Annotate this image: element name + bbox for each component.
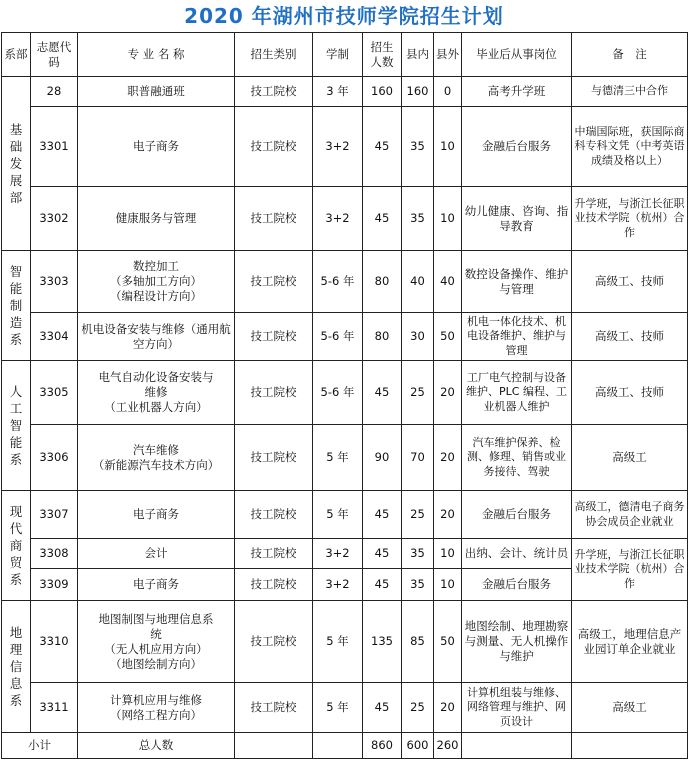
enroll-cell: 90 bbox=[363, 425, 402, 491]
dept-cell: 现代商贸系 bbox=[2, 491, 31, 601]
county-out-cell: 10 bbox=[434, 569, 462, 601]
county-out-cell: 50 bbox=[434, 313, 462, 361]
category-cell: 技工院校 bbox=[235, 313, 313, 361]
duration-cell: 5 年 bbox=[313, 425, 363, 491]
major-cell bbox=[78, 601, 235, 683]
header-code: 志愿代码 bbox=[31, 33, 78, 77]
major-line: （地图绘制方向） bbox=[110, 656, 202, 671]
note-cell: 高级工、技师 bbox=[572, 361, 688, 425]
job-cell: 汽车维护保养、检测、修理、销售或业务接待、驾驶 bbox=[462, 425, 572, 491]
major-cell: 会计 bbox=[78, 539, 235, 569]
county-in-cell: 40 bbox=[402, 251, 434, 313]
job-cell: 金融后台服务 bbox=[462, 491, 572, 539]
duration-cell: 5-6 年 bbox=[313, 313, 363, 361]
total-duration-empty bbox=[313, 733, 363, 759]
note-cell: 与德清三中合作 bbox=[572, 77, 688, 107]
table-row bbox=[2, 77, 688, 107]
county-in-cell: 25 bbox=[402, 491, 434, 539]
total-category-empty bbox=[235, 733, 313, 759]
dept-cell: 地理信息系 bbox=[2, 601, 31, 733]
job-cell: 数控设备操作、维护与管理 bbox=[462, 251, 572, 313]
category-cell: 技工院校 bbox=[235, 251, 313, 313]
county-in-cell: 35 bbox=[402, 187, 434, 251]
major-line: 维修 bbox=[144, 385, 168, 399]
duration-cell: 5-6 年 bbox=[313, 361, 363, 425]
enroll-cell: 45 bbox=[363, 683, 402, 733]
duration-cell: 5 年 bbox=[313, 683, 363, 733]
dept-cell: 基础发展部 bbox=[2, 77, 31, 251]
category-cell: 技工院校 bbox=[235, 569, 313, 601]
table-row bbox=[2, 425, 688, 491]
job-cell: 金融后台服务 bbox=[462, 107, 572, 187]
major-line: 汽车维修 bbox=[133, 442, 179, 457]
county-in-cell: 25 bbox=[402, 361, 434, 425]
table-row bbox=[2, 107, 688, 187]
total-row bbox=[2, 733, 688, 759]
total-note-empty bbox=[572, 733, 688, 759]
job-cell: 金融后台服务 bbox=[462, 569, 572, 601]
table-row bbox=[2, 361, 688, 425]
category-cell: 技工院校 bbox=[235, 491, 313, 539]
county-in-cell: 70 bbox=[402, 425, 434, 491]
major-line: 地图制图与地理信息系 bbox=[98, 611, 214, 626]
header-job: 毕业后从事岗位 bbox=[462, 33, 572, 77]
major-cell: 电子商务 bbox=[78, 491, 235, 539]
table-header-row bbox=[2, 33, 688, 77]
code-cell: 3306 bbox=[31, 425, 78, 491]
header-county-out: 县外 bbox=[434, 33, 462, 77]
major-cell: 职普融通班 bbox=[78, 77, 235, 107]
note-cell: 升学班，与浙江长征职业技术学院（杭州）合作 bbox=[572, 187, 688, 251]
county-out-cell: 40 bbox=[434, 251, 462, 313]
code-cell: 3308 bbox=[31, 539, 78, 569]
duration-cell: 5 年 bbox=[313, 601, 363, 683]
enroll-cell: 80 bbox=[363, 313, 402, 361]
county-in-cell: 35 bbox=[402, 107, 434, 187]
table-row bbox=[2, 601, 688, 683]
code-cell: 3305 bbox=[31, 361, 78, 425]
note-cell: 中瑞国际班，获国际商科专科文凭（中考英语成绩及格以上） bbox=[572, 107, 688, 187]
category-cell: 技工院校 bbox=[235, 77, 313, 107]
code-cell: 3309 bbox=[31, 569, 78, 601]
duration-cell: 5-6 年 bbox=[313, 251, 363, 313]
major-line: （网络工程方向） bbox=[110, 707, 202, 722]
job-cell: 计算机组装与维修、网络管理与维护、网页设计 bbox=[462, 683, 572, 733]
major-line: （编程设计方向） bbox=[110, 289, 202, 303]
major-line: （新能源汽车技术方向） bbox=[92, 457, 220, 472]
table-row bbox=[2, 313, 688, 361]
category-cell: 技工院校 bbox=[235, 539, 313, 569]
duration-cell: 3+2 bbox=[313, 187, 363, 251]
code-cell: 28 bbox=[31, 77, 78, 107]
total-label: 小计 bbox=[2, 733, 78, 759]
dept-cell: 人工智能系 bbox=[2, 361, 31, 491]
major-cell: 电子商务 bbox=[78, 569, 235, 601]
county-out-cell: 10 bbox=[434, 187, 462, 251]
county-out-cell: 10 bbox=[434, 107, 462, 187]
table-row bbox=[2, 251, 688, 313]
job-cell: 机电一体化技术、机电设备维护、维护与管理 bbox=[462, 313, 572, 361]
major-line: 计算机应用与维修 bbox=[110, 692, 202, 707]
note-cell: 高级工、技师 bbox=[572, 313, 688, 361]
county-out-cell: 20 bbox=[434, 491, 462, 539]
enroll-cell: 45 bbox=[363, 491, 402, 539]
total-name: 总人数 bbox=[78, 733, 235, 759]
county-in-cell: 35 bbox=[402, 569, 434, 601]
job-cell: 工厂电气控制与设备维护、PLC 编程、工业机器人维护 bbox=[462, 361, 572, 425]
enroll-cell: 45 bbox=[363, 361, 402, 425]
job-cell: 幼儿健康、咨询、指导教育 bbox=[462, 187, 572, 251]
code-cell: 3311 bbox=[31, 683, 78, 733]
category-cell: 技工院校 bbox=[235, 361, 313, 425]
header-category: 招生类别 bbox=[235, 33, 313, 77]
header-dept: 系部 bbox=[2, 33, 31, 77]
table-row bbox=[2, 491, 688, 539]
header-enroll: 招生人数 bbox=[363, 33, 402, 77]
major-cell: 机电设备安装与维修（通用航空方向） bbox=[78, 313, 235, 361]
header-county-in: 县内 bbox=[402, 33, 434, 77]
job-cell: 高考升学班 bbox=[462, 77, 572, 107]
major-line: 数控加工 bbox=[133, 259, 179, 273]
county-out-cell: 20 bbox=[434, 361, 462, 425]
major-line: （多轴加工方向） bbox=[110, 274, 202, 288]
county-out-cell: 50 bbox=[434, 601, 462, 683]
total-county-in: 600 bbox=[402, 733, 434, 759]
dept-cell: 智能制造系 bbox=[2, 251, 31, 361]
enroll-cell: 45 bbox=[363, 569, 402, 601]
enroll-cell: 160 bbox=[363, 77, 402, 107]
category-cell: 技工院校 bbox=[235, 683, 313, 733]
major-cell bbox=[78, 425, 235, 491]
county-out-cell: 20 bbox=[434, 683, 462, 733]
duration-cell: 3+2 bbox=[313, 107, 363, 187]
county-out-cell: 20 bbox=[434, 425, 462, 491]
total-county-out: 260 bbox=[434, 733, 462, 759]
major-line: 统 bbox=[150, 626, 162, 641]
category-cell: 技工院校 bbox=[235, 601, 313, 683]
duration-cell: 3+2 bbox=[313, 539, 363, 569]
table-row bbox=[2, 539, 688, 569]
table-row bbox=[2, 187, 688, 251]
code-cell: 3310 bbox=[31, 601, 78, 683]
note-cell: 高级工，地理信息产业园订单企业就业 bbox=[572, 601, 688, 683]
table-row bbox=[2, 683, 688, 733]
code-cell: 3301 bbox=[31, 107, 78, 187]
enroll-cell: 45 bbox=[363, 187, 402, 251]
category-cell: 技工院校 bbox=[235, 425, 313, 491]
major-line: 电气自动化设备安装与 bbox=[98, 370, 214, 384]
enroll-cell: 45 bbox=[363, 107, 402, 187]
page-title: 2020 年湖州市技师学院招生计划 bbox=[184, 4, 504, 28]
major-cell: 电子商务 bbox=[78, 107, 235, 187]
major-line: （无人机应用方向） bbox=[104, 641, 208, 656]
category-cell: 技工院校 bbox=[235, 187, 313, 251]
county-out-cell: 10 bbox=[434, 539, 462, 569]
header-note: 备 注 bbox=[572, 33, 688, 77]
header-major: 专 业 名 称 bbox=[78, 33, 235, 77]
county-in-cell: 30 bbox=[402, 313, 434, 361]
enroll-cell: 135 bbox=[363, 601, 402, 683]
note-cell: 升学班，与浙江长征职业技术学院（杭州）合作 bbox=[572, 539, 688, 601]
code-cell: 3302 bbox=[31, 187, 78, 251]
note-cell: 高级工 bbox=[572, 683, 688, 733]
county-in-cell: 85 bbox=[402, 601, 434, 683]
code-cell: 3303 bbox=[31, 251, 78, 313]
total-job-empty bbox=[462, 733, 572, 759]
duration-cell: 5 年 bbox=[313, 491, 363, 539]
note-cell: 高级工 bbox=[572, 425, 688, 491]
county-in-cell: 160 bbox=[402, 77, 434, 107]
major-line: （工业机器人方向） bbox=[104, 400, 208, 414]
total-enroll: 860 bbox=[363, 733, 402, 759]
category-cell: 技工院校 bbox=[235, 107, 313, 187]
header-duration: 学制 bbox=[313, 33, 363, 77]
job-cell: 出纳、会计、统计员 bbox=[462, 539, 572, 569]
job-cell: 地图绘制、地理勘察与测量、无人机操作与维护 bbox=[462, 601, 572, 683]
enroll-cell: 80 bbox=[363, 251, 402, 313]
duration-cell: 3 年 bbox=[313, 77, 363, 107]
enroll-cell: 45 bbox=[363, 539, 402, 569]
note-cell: 高级工，德清电子商务协会成员企业就业 bbox=[572, 491, 688, 539]
county-out-cell: 0 bbox=[434, 77, 462, 107]
duration-cell: 3+2 bbox=[313, 569, 363, 601]
major-cell bbox=[78, 361, 235, 425]
major-cell bbox=[78, 683, 235, 733]
code-cell: 3307 bbox=[31, 491, 78, 539]
county-in-cell: 25 bbox=[402, 683, 434, 733]
note-cell: 高级工、技师 bbox=[572, 251, 688, 313]
major-cell: 健康服务与管理 bbox=[78, 187, 235, 251]
county-in-cell: 35 bbox=[402, 539, 434, 569]
code-cell: 3304 bbox=[31, 313, 78, 361]
enrollment-table bbox=[1, 32, 688, 759]
major-cell bbox=[78, 251, 235, 313]
